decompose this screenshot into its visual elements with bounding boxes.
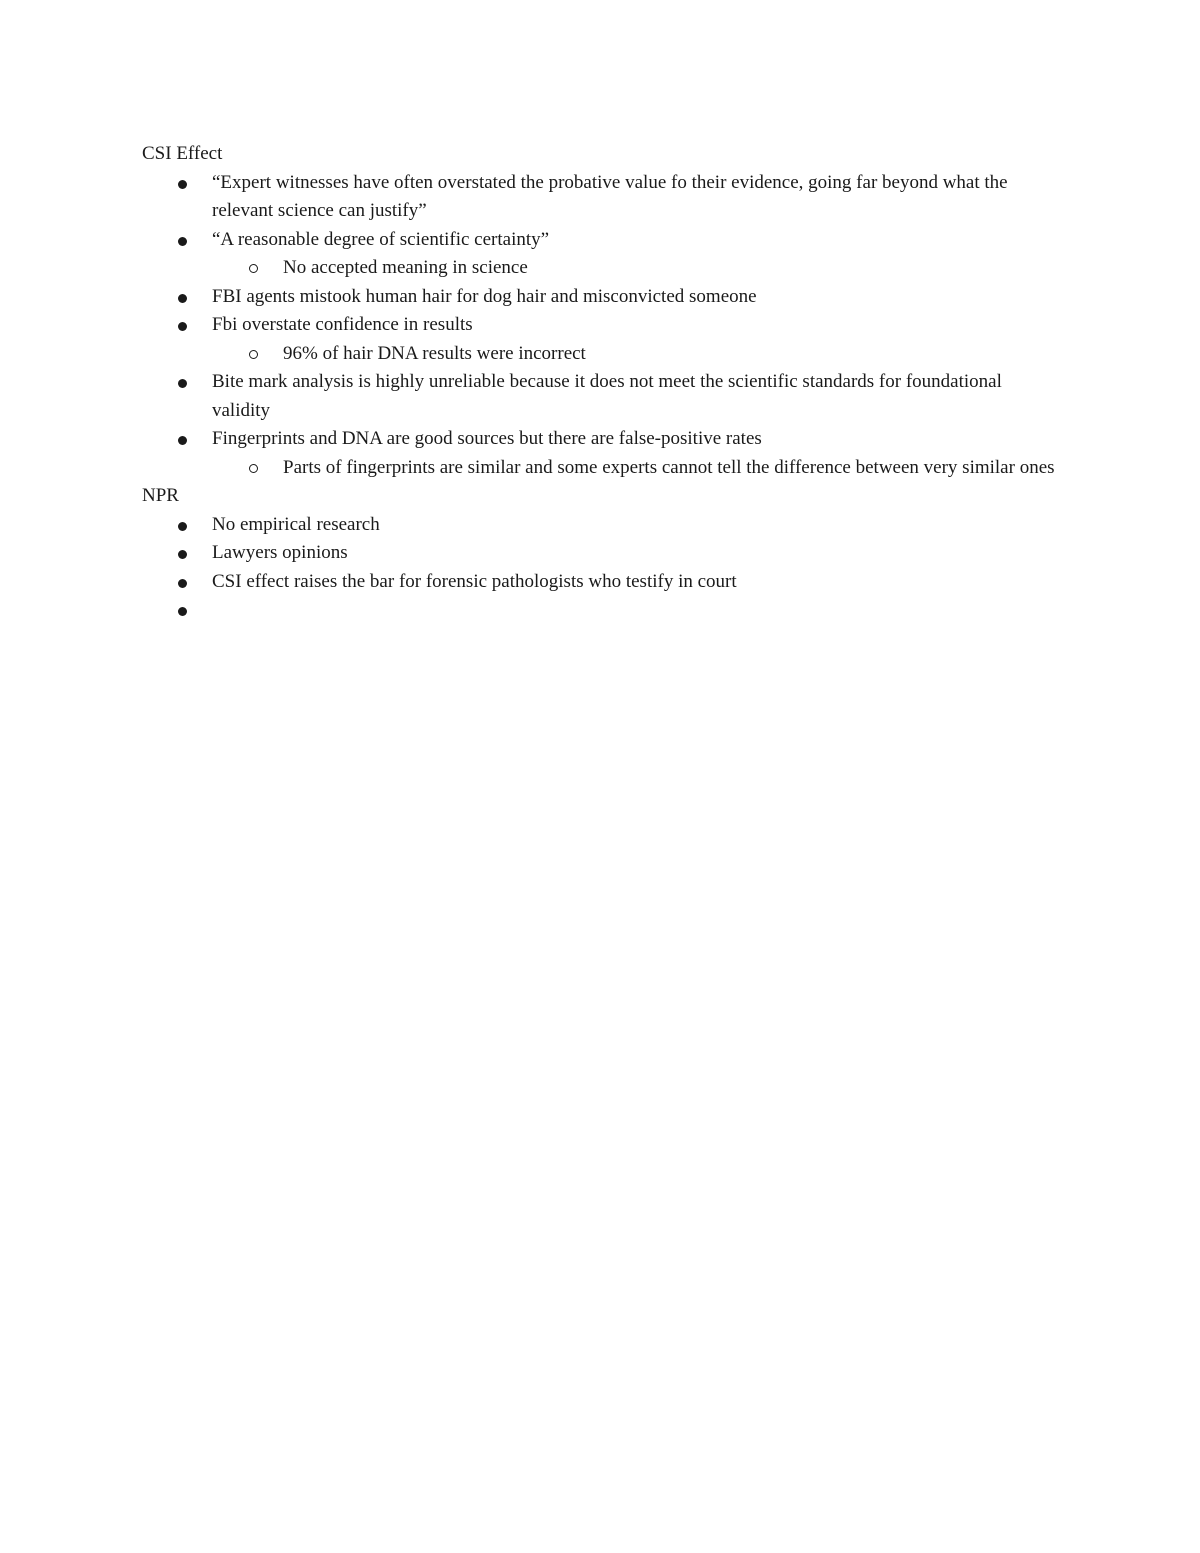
list-item-text: FBI agents mistook human hair for dog hair and misconvicted someone — [212, 285, 757, 307]
filled-bullet-icon — [178, 322, 187, 331]
list-item-empty — [142, 596, 1062, 625]
list-item-text: “Expert witnesses have often overstated the probative value fo their evidence, going far beyond what the relevant science can justify” — [212, 171, 1008, 221]
hollow-bullet-icon — [249, 464, 258, 473]
section-heading-npr: NPR — [142, 485, 179, 506]
list-item — [142, 425, 1062, 454]
sub-list-item — [142, 340, 1062, 369]
sub-list-item-text: No accepted meaning in science — [283, 257, 528, 278]
filled-bullet-icon — [178, 579, 187, 588]
filled-bullet-icon — [178, 436, 187, 445]
list-item-text: Bite mark analysis is highly unreliable because it does not meet the scientific standards for foundational validity — [212, 371, 1002, 421]
sub-list-item-text: 96% of hair DNA results were incorrect — [283, 342, 586, 364]
filled-bullet-icon — [178, 180, 187, 189]
list-item — [142, 568, 1062, 597]
list-item-text: No empirical research — [212, 513, 380, 535]
sub-list-item-text: Parts of fingerprints are similar and some experts cannot tell the difference between very similar ones — [283, 456, 1055, 478]
list-item-text: Fbi overstate confidence in results — [212, 314, 473, 335]
bullet-list-csi-effect — [142, 169, 1062, 483]
list-item-text: CSI effect raises the bar for forensic pathologists who testify in court — [212, 570, 737, 592]
filled-bullet-icon — [178, 237, 187, 246]
list-item-text: Fingerprints and DNA are good sources but there are false-positive rates — [212, 428, 762, 449]
list-item — [142, 226, 1062, 255]
bullet-list-npr — [142, 511, 1062, 625]
list-item — [142, 311, 1062, 340]
filled-bullet-icon — [178, 522, 187, 531]
list-item — [142, 368, 1062, 425]
list-item — [142, 539, 1062, 568]
sub-list-item — [142, 254, 1062, 283]
sub-list-item — [142, 454, 1062, 483]
hollow-bullet-icon — [249, 264, 258, 273]
list-item-text: Lawyers opinions — [212, 542, 348, 563]
section-heading-csi-effect: CSI Effect — [142, 143, 223, 164]
list-item — [142, 511, 1062, 540]
list-item — [142, 283, 1062, 312]
list-item — [142, 169, 1062, 226]
filled-bullet-icon — [178, 607, 187, 616]
list-item-text: “A reasonable degree of scientific certainty” — [212, 228, 550, 250]
filled-bullet-icon — [178, 379, 187, 388]
document-content — [142, 140, 1062, 625]
hollow-bullet-icon — [249, 350, 258, 359]
filled-bullet-icon — [178, 550, 187, 559]
filled-bullet-icon — [178, 294, 187, 303]
